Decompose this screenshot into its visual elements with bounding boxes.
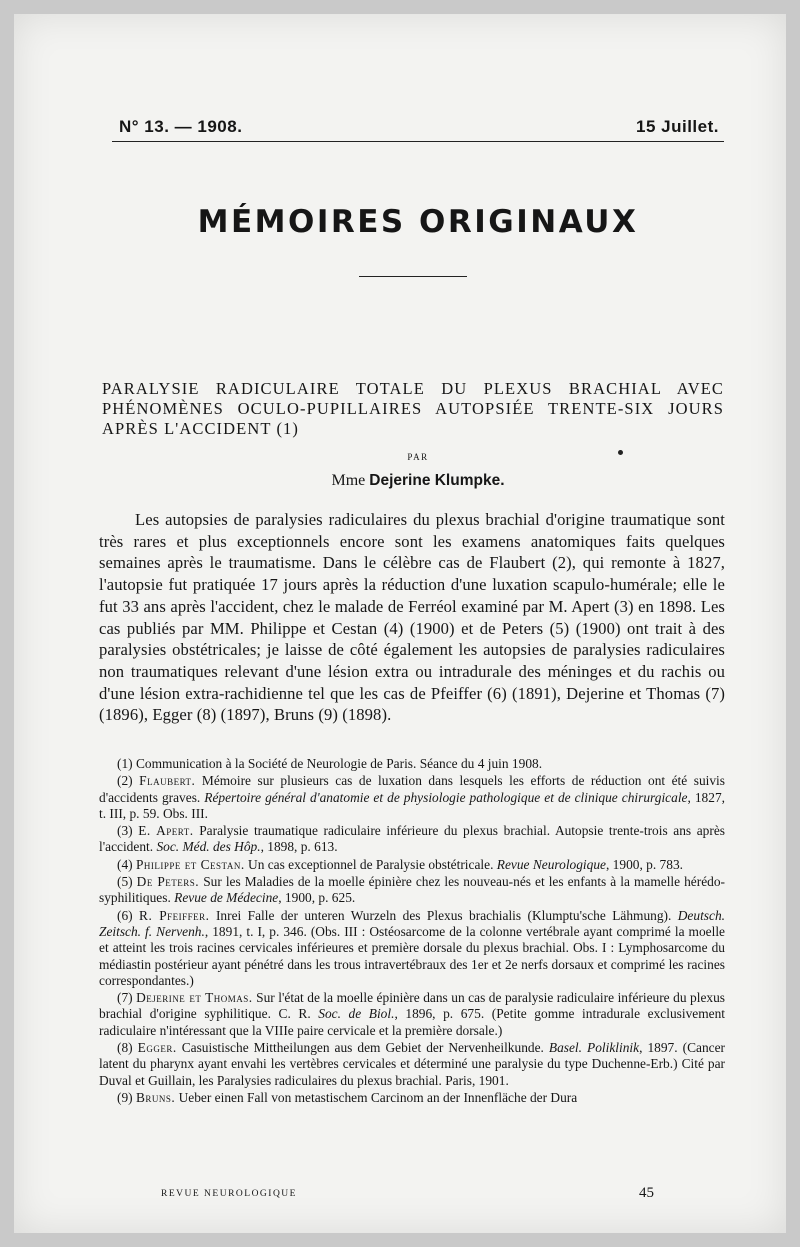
par-label: PAR — [407, 452, 429, 462]
page-sheet — [14, 14, 786, 1233]
footnote: (1) Communication à la Société de Neurologie de Paris. Séance du 4 juin 1908. — [117, 756, 543, 771]
footnote: (5) De Peters. Sur les Maladies de la moelle épinière chez les nouveau-nés et les enfants à la mamelle hérédo-syphilitiques. Revue de Médecine, 1900, p. 625. — [99, 874, 725, 906]
author-name: Dejerine Klumpke. — [369, 472, 505, 489]
title-divider — [359, 276, 467, 277]
footnote: (9) Bruns. Ueber einen Fall von metastischem Carcinom an der Innenfläche der Dura — [117, 1089, 578, 1105]
footnotes — [99, 756, 725, 1107]
section-title: MÉMOIRES ORIGINAUX — [197, 204, 639, 240]
running-footer-journal: REVUE NEUROLOGIQUE — [161, 1189, 297, 1199]
page-number: 45 — [639, 1185, 654, 1201]
author-prefix: Mme — [331, 472, 370, 489]
footnote: (3) E. Apert. Paralysie traumatique radiculaire inférieure du plexus brachial. Autopsie trente-trois ans après l'accident. Soc. Méd. des Hôp., 1898, p. 613. — [99, 823, 725, 855]
issue-number: N° 13. — 1908. — [119, 117, 243, 136]
ink-dot — [618, 450, 623, 455]
footnote: (6) R. Pfeiffer. Inrei Falle der unteren Wurzeln des Plexus brachialis (Klumptu'sche Lähmung). Deutsch. Zeitsch. f. Nervenh., 1891, t. I, p. 346. (Obs. III : Ostéosarcome de la colonne vertébrale ayant comprimé la moelle et atteint les trois racines cervicales inférieures et première dorsale du plexus brachial. Obs. I : Lymphosarcome du médiastin postérieur ayant pénétré dans les trous intravertébraux des 1er et 2e nerfs dorsaux et comprimé les racines correspondantes.) — [99, 907, 725, 988]
header-rule — [112, 141, 724, 142]
footnote: (2) Flaubert. Mémoire sur plusieurs cas de luxation dans lesquels les efforts de réduction ont été suivis d'accidents graves. Répertoire général d'anatomie et de physiologie pathologique et de clinique chirurgicale, 1827, t. III, p. 59. Obs. III. — [99, 773, 725, 821]
footnote: (8) Egger. Casuistische Mittheilungen aus dem Gebiet der Nervenheilkunde. Basel. Poliklinik, 1897. (Cancer latent du pharynx ayant envahi les vertèbres cervicales et déterminé une paralysie du type Duchenne-Erb.) Cité par Duval et Guillain, les Paralysies radiculaires du plexus brachial. Paris, 1901. — [99, 1040, 725, 1088]
article-body: Les autopsies de paralysies radiculaires du plexus brachial d'origine traumatique sont très rares et plus exceptionnels encore sont les examens anatomiques faits quelques semaines après le traumatisme. Dans le célèbre cas de Flaubert (2), qui remonte à 1827, l'autopsie fut pratiquée 17 jours après la réduction d'une luxation scapulo-humérale; elle le fut 33 ans après l'accident, chez le malade de Ferréol examiné par M. Apert (3) en 1898. Les cas publiés par MM. Philippe et Cestan (4) (1900) et de Peters (5) (1900) ont trait à des paralysies obstétricales; je laisse de côté également les autopsies de paralysies radiculaires non traumatiques relevant d'une lésion extra ou intradurale des méninges et du rachis ou d'une lésion extra-rachidienne tel que les cas de Pfeiffer (6) (1891), Dejerine et Thomas (7) (1896), Egger (8) (1897), Bruns (9) (1898). — [99, 510, 725, 725]
running-header — [119, 117, 719, 137]
issue-date: 15 Juillet. — [636, 117, 719, 136]
footnote: (7) Dejerine et Thomas. Sur l'état de la moelle épinière dans un cas de paralysie radiculaire inférieure du plexus brachial d'origine syphilitique. C. R. Soc. de Biol., 1896, p. 675. (Petite gomme intradurale exclusivement radiculaire n'intéressant que la VIIIe paire cervicale et la première dorsale.) — [99, 990, 725, 1038]
footnote: (4) Philippe et Cestan. Un cas exceptionnel de Paralysie obstétricale. Revue Neurologique, 1900, p. 783. — [117, 856, 683, 872]
author-line — [112, 472, 724, 490]
article-title: PARALYSIE RADICULAIRE TOTALE DU PLEXUS BRACHIAL AVEC PHÉNOMÈNES OCULO-PUPILLAIRES AUTOPSIÉE TRENTE-SIX JOURS APRÈS L'ACCIDENT (1) — [102, 379, 724, 438]
